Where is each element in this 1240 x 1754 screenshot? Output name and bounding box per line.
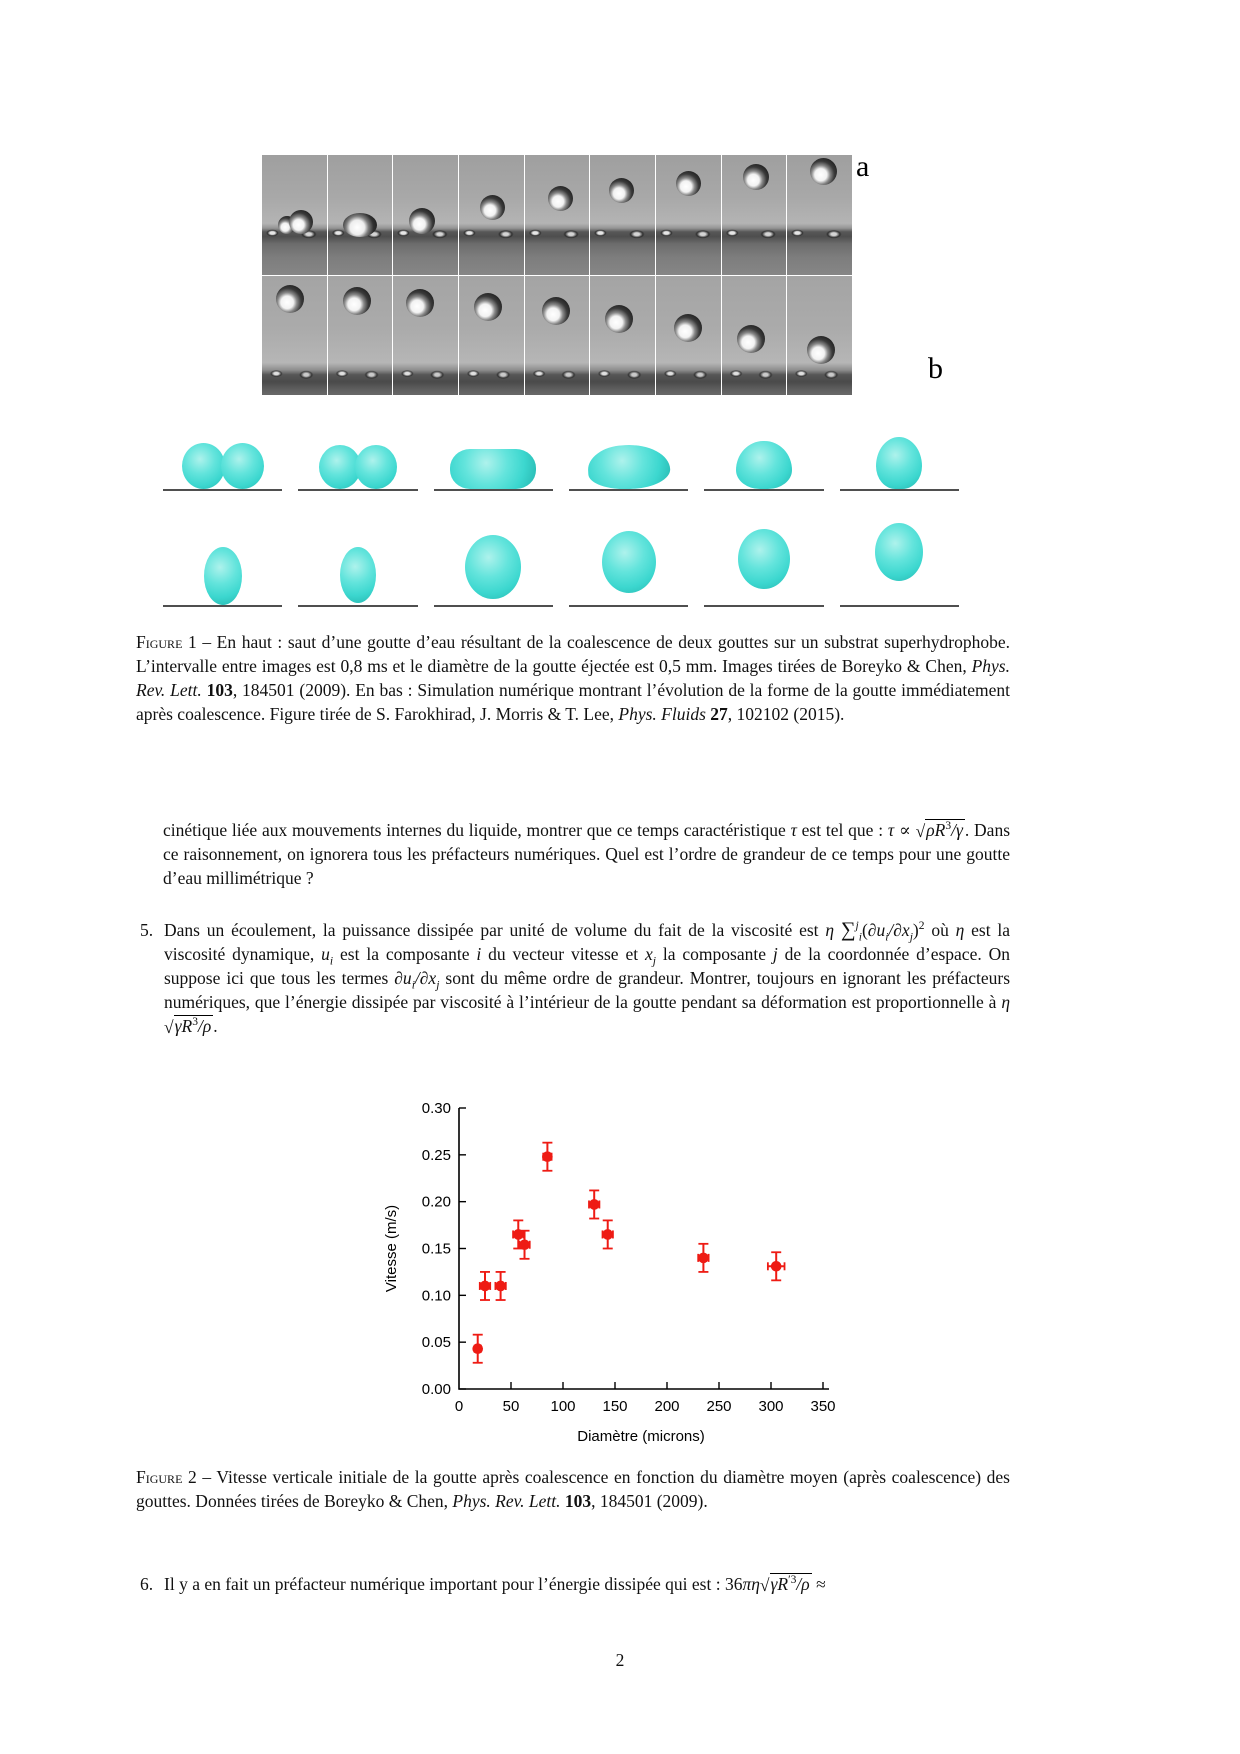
photo-frame [328, 276, 393, 396]
x-tick-label: 100 [550, 1398, 576, 1415]
photo-frame [459, 155, 524, 275]
figure1-label-b: b [928, 352, 943, 385]
sim-frame [832, 440, 967, 491]
ground-line [840, 605, 959, 607]
item-5 [140, 918, 1010, 1038]
x-tick-label: 50 [502, 1398, 520, 1415]
photo-frame [787, 155, 852, 275]
droplet-photo [289, 210, 313, 234]
sim-droplet-shape [319, 445, 397, 489]
droplet-photo [743, 164, 769, 190]
figure1-photo-grid [262, 155, 852, 395]
photo-frame [590, 276, 655, 396]
photo-frame [262, 276, 327, 396]
sim-droplet-shape [587, 443, 671, 491]
y-tick-label: 0.30 [421, 1100, 451, 1117]
y-tick-label: 0.15 [421, 1240, 451, 1258]
sim-droplet-shape [738, 529, 790, 589]
sim-droplet-shape [736, 441, 792, 489]
data-point [542, 1151, 553, 1162]
droplet-photo [409, 208, 435, 234]
sim-frame [426, 440, 561, 491]
photo-frame [656, 276, 721, 396]
item-6 [140, 1572, 1010, 1596]
sim-droplet-shape [875, 523, 923, 581]
sim-droplet-shape [465, 535, 521, 599]
data-point [602, 1229, 613, 1240]
sim-frame [155, 517, 290, 607]
ground-line [704, 605, 823, 607]
data-point [495, 1281, 506, 1292]
photo-frame [262, 155, 327, 275]
y-tick-label: 0.25 [421, 1146, 451, 1164]
droplet-photo [737, 325, 765, 353]
sim-droplet-shape [182, 443, 264, 489]
ground-line [163, 605, 282, 607]
droplet-photo [343, 213, 377, 237]
photo-frame [525, 155, 590, 275]
x-tick-label: 350 [810, 1398, 836, 1415]
sim-frame [561, 517, 696, 607]
sim-droplet-shape [340, 547, 376, 603]
droplet-photo [674, 314, 702, 342]
photo-frame [525, 276, 590, 396]
photo-frame [656, 155, 721, 275]
x-tick-label: 0 [454, 1398, 464, 1415]
ground-line [298, 605, 417, 607]
droplet-photo [609, 178, 634, 203]
paragraph-cinetique: cinétique liée aux mouvements internes du liquide, montrer que ce temps caractéristique τ est tel que : $\tau \propto √\rho R^3/\gamma$ . Dans ce raisonnement, on ignorera tous les préfacteurs numériques. Quel est l’ordre de grandeur de ce temps pour une goutte d’eau millimétrique ? [163, 820, 1011, 888]
item-6-number: 6. [140, 1574, 154, 1594]
sim-frame [290, 517, 425, 607]
droplet-photo [542, 297, 570, 325]
photo-frame [328, 155, 393, 275]
figure1-label-a: a [856, 150, 870, 183]
photo-frame [787, 276, 852, 396]
sim-droplet-shape [602, 531, 656, 593]
ground-line [569, 489, 688, 491]
x-tick-label: 200 [654, 1398, 680, 1415]
sim-frame [155, 440, 290, 491]
sim-droplet-shape [450, 449, 536, 489]
droplet-photo [474, 293, 502, 321]
figure1-sim-row-top [155, 440, 967, 491]
item-6-body: Il y a en fait un préfacteur numérique important pour l’énergie dissipée qui est : $36\pi\eta√\gamma R^{'3}/\rho$ ≈ [164, 1574, 826, 1595]
x-tick-label: 250 [706, 1398, 732, 1415]
droplet-photo [276, 285, 304, 313]
sim-frame [696, 440, 831, 491]
ground-line [298, 489, 417, 491]
y-axis-label: Vitesse (m/s) [383, 1204, 400, 1293]
item-5-number: 5. [140, 920, 154, 940]
sim-frame [426, 517, 561, 607]
photo-frame [393, 155, 458, 275]
ground-line [434, 605, 553, 607]
y-tick-label: 0.05 [421, 1334, 451, 1352]
data-point [472, 1343, 483, 1354]
sim-frame [561, 440, 696, 491]
data-point [698, 1253, 709, 1264]
figure1-sim-row-bottom [155, 517, 967, 607]
x-axis-label: Diamètre (microns) [577, 1428, 705, 1445]
y-tick-label: 0.20 [421, 1193, 451, 1211]
ground-line [704, 489, 823, 491]
y-tick-label: 0.00 [421, 1381, 451, 1398]
figure1-caption: Figure 1 – En haut : saut d’une goutte d’eau résultant de la coalescence de deux gouttes sur un substrat superhydrophobe. L’intervalle entre images est 0,8 ms et le diamètre de la goutte éjectée est 0,5 mm. Images tirées de Boreyko & Chen, Phys. Rev. Lett. 103, 184501 (2009). En bas : Simulation numérique montrant l’évolution de la forme de la goutte immédiatement après coalescence. Figure tirée de S. Farokhirad, J. Morris & T. Lee, Phys. Fluids 27, 102102 (2015). [136, 632, 1010, 724]
sim-droplet-shape [876, 437, 922, 489]
droplet-photo [807, 336, 835, 364]
ground-line [840, 489, 959, 491]
photo-frame [722, 276, 787, 396]
droplet-photo [343, 287, 371, 315]
photo-frame [590, 155, 655, 275]
data-point [589, 1199, 600, 1210]
ground-line [163, 489, 282, 491]
y-tick-label: 0.10 [421, 1287, 451, 1305]
droplet-photo [480, 195, 505, 220]
photo-frame [722, 155, 787, 275]
sim-frame [832, 517, 967, 607]
ground-line [569, 605, 688, 607]
x-tick-label: 300 [758, 1398, 784, 1415]
x-tick-label: 150 [602, 1398, 628, 1415]
item-5-body: Dans un écoulement, la puissance dissipée par unité de volume du fait de la viscosité est η $\sum^j_i(\partial u_i/\partial x_j)^2$ où η est la viscosité dynamique, $u_i$ est la composante i du vecteur vitesse et $x_j$ la composante j de la coordonnée d’espace. On suppose ici que tous les termes $\partial u_i/\partial x_j$ sont du même ordre de grandeur. Montrer, toujours en ignorant les préfacteurs numériques, que l’énergie dissipée par viscosité à l’intérieur de la goutte pendant sa déformation est proportionnelle à $\eta√\gamma R^3/\rho$ . [164, 919, 1011, 1037]
droplet-photo [406, 289, 434, 317]
sim-droplet-shape [204, 547, 242, 605]
figure2-caption: Figure 2 – Vitesse verticale initiale de la goutte après coalescence en fonction du diamètre moyen (après coalescence) des gouttes. Données tirées de Boreyko & Chen, Phys. Rev. Lett. 103, 184501 (2009). [136, 1467, 1010, 1511]
droplet-photo [810, 158, 837, 185]
figure2-chart [370, 1075, 870, 1455]
ground-line [434, 489, 553, 491]
droplet-photo [605, 305, 633, 333]
data-point [480, 1281, 491, 1292]
sim-frame [696, 517, 831, 607]
data-point [519, 1239, 530, 1250]
droplet-photo [548, 186, 573, 211]
droplet-photo [676, 171, 701, 196]
photo-frame [459, 276, 524, 396]
photo-frame [393, 276, 458, 396]
page-number: 2 [615, 1650, 625, 1670]
data-point [771, 1261, 782, 1272]
sim-frame [290, 440, 425, 491]
